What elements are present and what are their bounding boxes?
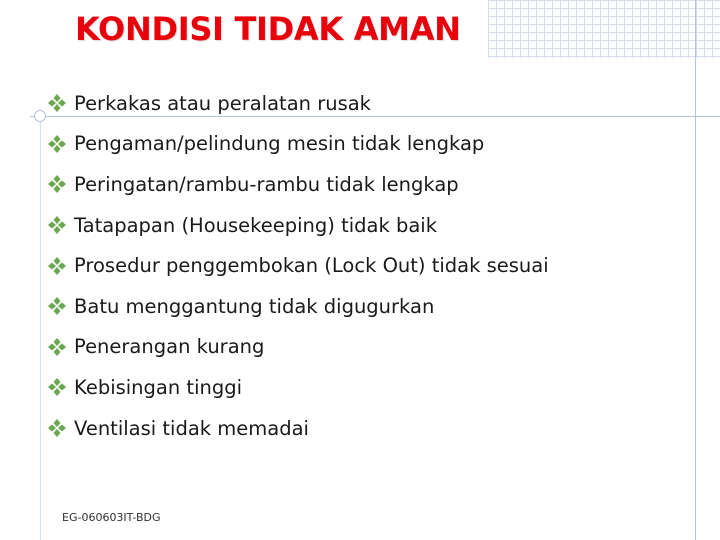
bullet-text: Tatapapan (Housekeeping) tidak baik [74,213,438,237]
bullet-list [47,83,549,448]
diamond-cluster-icon [47,134,67,154]
bullet-item [47,205,549,246]
bullet-text: Ventilasi tidak memadai [74,416,309,440]
vertical-rule [695,0,696,540]
bullet-text: Batu menggantung tidak digugurkan [74,294,435,318]
bullet-item [47,327,549,368]
left-vertical-rule [40,116,41,540]
bullet-item [47,245,549,286]
grid-decoration [488,0,720,58]
bullet-text: Kebisingan tinggi [74,375,243,399]
bullet-text: Penerangan kurang [74,335,265,359]
diamond-cluster-icon [47,215,67,235]
diamond-cluster-icon [47,174,67,194]
diamond-cluster-icon [47,296,67,316]
bullet-text: Peringatan/rambu-rambu tidak lengkap [74,172,459,196]
bullet-text: Perkakas atau peralatan rusak [74,91,371,115]
bullet-item [47,367,549,408]
diamond-cluster-icon [47,418,67,438]
bullet-text: Prosedur penggembokan (Lock Out) tidak sesuai [74,254,549,278]
diamond-cluster-icon [47,337,67,357]
bullet-item [47,286,549,327]
bullet-item [47,164,549,205]
bullet-text: Pengaman/pelindung mesin tidak lengkap [74,132,485,156]
footer-code: EG-060603IT-BDG [62,511,161,524]
bullet-item [47,408,549,449]
bullet-item [47,124,549,165]
diamond-cluster-icon [47,377,67,397]
diamond-cluster-icon [47,93,67,113]
bullet-item [47,83,549,124]
slide-title: KONDISI TIDAK AMAN [75,10,461,48]
circle-decoration [34,110,46,122]
diamond-cluster-icon [47,256,67,276]
